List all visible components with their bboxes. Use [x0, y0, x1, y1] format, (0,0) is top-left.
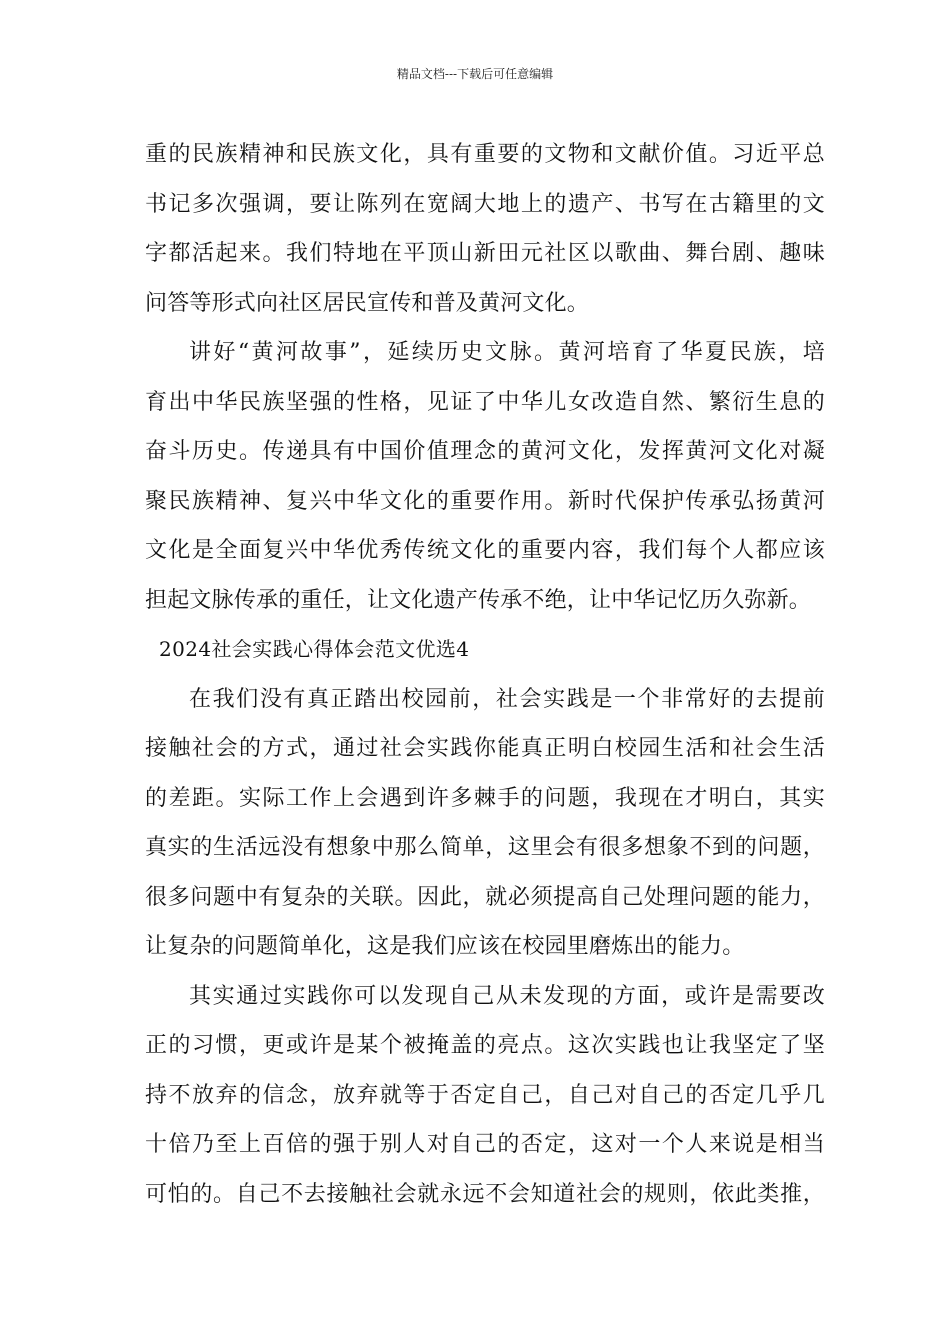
text-line: 字都活起来。我们特地在平顶山新田元社区以歌曲、舞台剧、趣味 — [145, 241, 825, 266]
text-line: 真实的生活远没有想象中那么简单，这里会有很多想象不到的问题， — [145, 835, 825, 860]
text-line: 让复杂的问题简单化，这是我们应该在校园里磨炼出的能力。 — [145, 934, 745, 959]
text-line: 接触社会的方式，通过社会实践你能真正明白校园生活和社会生活 — [145, 736, 825, 761]
paragraph-first-line: 在我们没有真正踏出校园前，社会实践是一个非常好的去提前 — [189, 686, 825, 712]
text-line: 文化是全面复兴中华优秀传统文化的重要内容，我们每个人都应该 — [145, 538, 825, 563]
text-line: 正的习惯，更或许是某个被掩盖的亮点。这次实践也让我坚定了坚 — [145, 1033, 825, 1058]
page-header: 精品文档---下载后可任意编辑 — [396, 67, 554, 81]
document-body — [145, 130, 825, 1219]
text-line: 育出中华民族坚强的性格，见证了中华儿女改造自然、繁衍生息的 — [145, 389, 825, 415]
text-line: 很多问题中有复杂的关联。因此，就必须提高自己处理问题的能力， — [145, 884, 825, 910]
text-line: 问答等形式向社区居民宣传和普及黄河文化。 — [145, 290, 590, 316]
text-line: 重的民族精神和民族文化，具有重要的文物和文献价值。习近平总 — [145, 142, 825, 167]
section-heading: 2024社会实践心得体会范文优选4 — [159, 637, 470, 661]
text-line: 书记多次强调，要让陈列在宽阔大地上的遗产、书写在古籍里的文 — [145, 191, 825, 217]
text-line: 奋斗历史。传递具有中国价值理念的黄河文化，发挥黄河文化对凝 — [145, 439, 825, 464]
text-line: 十倍乃至上百倍的强于别人对自己的否定，这对一个人来说是相当 — [145, 1132, 825, 1157]
text-line: 的差距。实际工作上会遇到许多棘手的问题，我现在才明白，其实 — [145, 785, 825, 811]
paragraph-first-line: 讲好“黄河故事”，延续历史文脉。黄河培育了华夏民族，培 — [189, 340, 825, 365]
text-line: 持不放弃的信念，放弃就等于否定自己，自己对自己的否定几乎几 — [145, 1082, 825, 1108]
text-line: 聚民族精神、复兴中华文化的重要作用。新时代保护传承弘扬黄河 — [145, 488, 825, 514]
text-line: 担起文脉传承的重任，让文化遗产传承不绝，让中华记忆历久弥新。 — [145, 587, 812, 613]
text-line: 可怕的。自己不去接触社会就永远不会知道社会的规则，依此类推， — [145, 1181, 825, 1207]
paragraph-first-line: 其实通过实践你可以发现自己从未发现的方面，或许是需要改 — [189, 983, 825, 1009]
